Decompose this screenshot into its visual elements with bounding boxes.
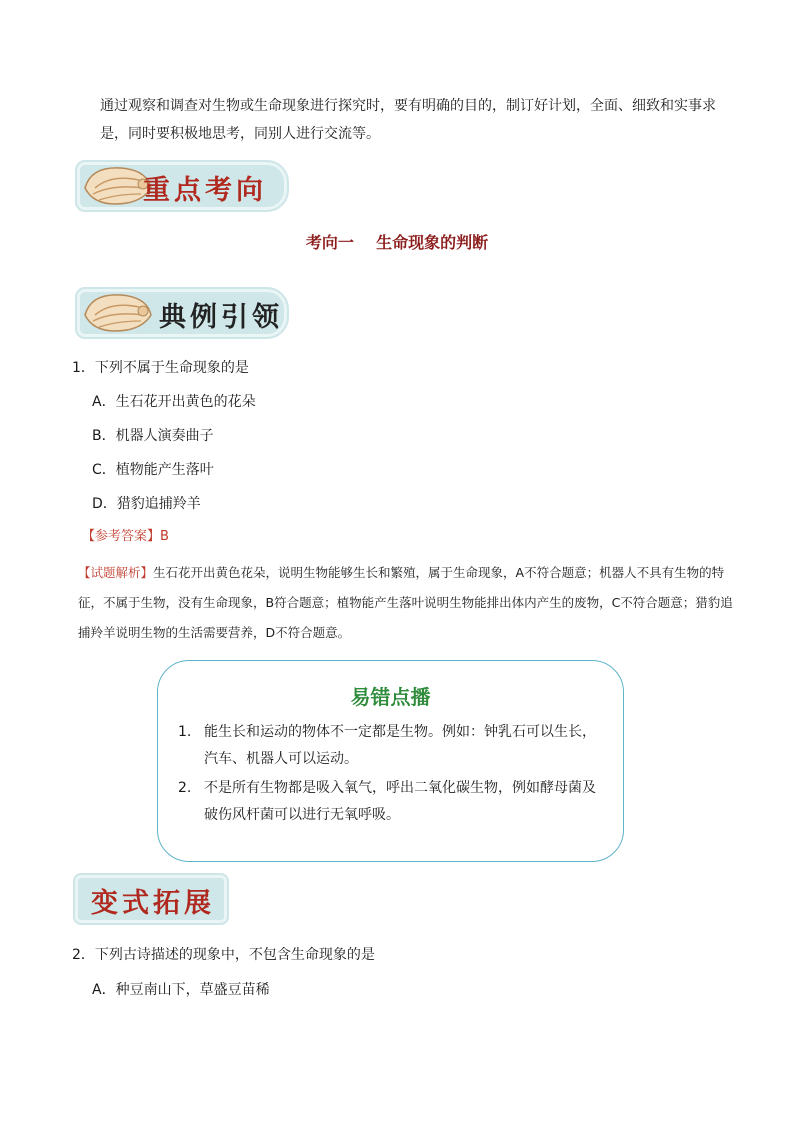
answer-value: B — [160, 529, 169, 544]
common-mistake-item-1 — [178, 719, 608, 773]
variant-banner — [73, 873, 229, 925]
example-banner — [75, 287, 289, 339]
question1-option-c: C．植物能产生落叶 — [92, 462, 214, 478]
intro-paragraph: 通过观察和调查对生物或生命现象进行探究时，要有明确的目的，制订好计划，全面、细致和实事求是，同时要积极地思考，同别人进行交流等。 — [100, 98, 716, 142]
question1-option-d: D．猎豹追捕羚羊 — [92, 496, 201, 512]
common-mistake-item-2 — [178, 775, 608, 829]
analysis-label: 【试题解析】 — [78, 565, 154, 580]
question1-option-a: A．生石花开出黄色的花朵 — [92, 394, 256, 410]
variant-banner-label: 变式拓展 — [91, 888, 215, 919]
analysis-paragraph — [78, 558, 738, 648]
answer-label: 【参考答案】 — [82, 529, 161, 544]
common-mistakes-title: 易错点播 — [350, 685, 431, 709]
common-mistake-number: 2. — [178, 780, 192, 796]
common-mistakes-box — [157, 660, 624, 862]
question1-stem: 1．下列不属于生命现象的是 — [72, 360, 249, 376]
question1-option-b: B．机器人演奏曲子 — [92, 428, 214, 444]
common-mistake-text: 不是所有生物都是吸入氧气，呼出二氧化碳生物，例如酵母菌及破伤风杆菌可以进行无氧呼吸。 — [204, 780, 596, 823]
example-banner-label: 典例引领 — [159, 302, 283, 333]
question2-option-a: A．种豆南山下，草盛豆苗稀 — [92, 982, 270, 998]
conch-shell-icon — [81, 285, 155, 339]
analysis-text: 生石花开出黄色花朵，说明生物能够生长和繁殖，属于生命现象，A不符合题意；机器人不具有生物的特征，不属于生物，没有生命现象，B符合题意；植物能产生落叶说明生物能排出体内产生的废物，C不符合题意；猎豹追捕羚羊说明生物的生活需要营养，D不符合题意。 — [78, 565, 733, 640]
common-mistake-number: 1. — [178, 724, 192, 740]
common-mistake-text: 能生长和运动的物体不一定都是生物。例如：钟乳石可以生长，汽车、机器人可以运动。 — [204, 724, 596, 767]
key-points-banner — [75, 160, 289, 212]
answer-line — [82, 527, 169, 547]
section-title: 考向一 生命现象的判断 — [305, 233, 489, 252]
key-points-banner-label: 重点考向 — [143, 175, 267, 206]
question2-stem: 2．下列古诗描述的现象中，不包含生命现象的是 — [72, 947, 375, 963]
